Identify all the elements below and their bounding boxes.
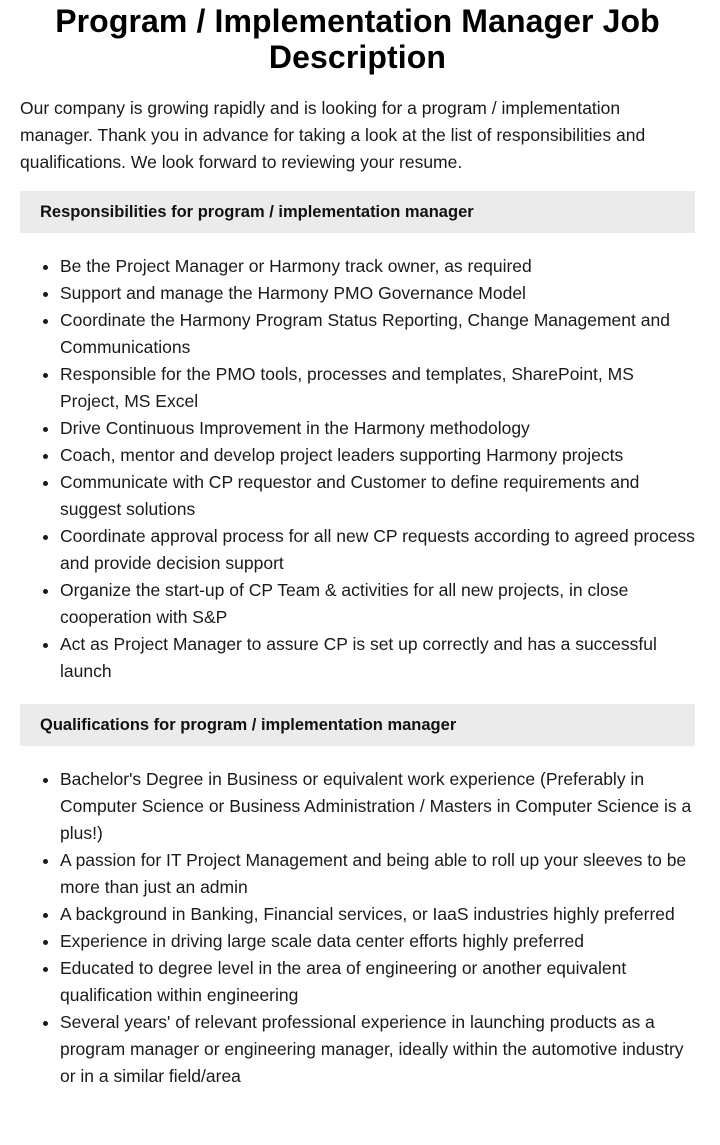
list-item: Several years' of relevant professional experience in launching products as a program manager or engineering manager, ideally within the automotive industry or in a similar field/area (60, 1009, 695, 1090)
responsibilities-heading: Responsibilities for program / implementation manager (20, 191, 695, 233)
list-item: Coach, mentor and develop project leaders supporting Harmony projects (60, 442, 695, 469)
page-title: Program / Implementation Manager Job Description (55, 3, 660, 75)
list-item: Experience in driving large scale data center efforts highly preferred (60, 928, 695, 955)
list-item: Coordinate approval process for all new CP requests according to agreed process and provide decision support (60, 523, 695, 577)
list-item: Drive Continuous Improvement in the Harmony methodology (60, 415, 695, 442)
list-item: A background in Banking, Financial services, or IaaS industries highly preferred (60, 901, 695, 928)
responsibilities-list (20, 253, 695, 685)
list-item: Communicate with CP requestor and Customer to define requirements and suggest solutions (60, 469, 695, 523)
list-item: Act as Project Manager to assure CP is set up correctly and has a successful launch (60, 631, 695, 685)
intro-paragraph: Our company is growing rapidly and is looking for a program / implementation manager. Thank you in advance for taking a look at the list of responsibilities and qualifications. We look forward to reviewing your resume. (20, 98, 646, 172)
list-item: Support and manage the Harmony PMO Governance Model (60, 280, 695, 307)
list-item: Be the Project Manager or Harmony track owner, as required (60, 253, 695, 280)
qualifications-list (20, 766, 695, 1090)
qualifications-heading: Qualifications for program / implementation manager (20, 704, 695, 746)
list-item: Responsible for the PMO tools, processes and templates, SharePoint, MS Project, MS Excel (60, 361, 695, 415)
list-item: Organize the start-up of CP Team & activities for all new projects, in close cooperation with S&P (60, 577, 695, 631)
list-item: Educated to degree level in the area of engineering or another equivalent qualification within engineering (60, 955, 695, 1009)
list-item: Coordinate the Harmony Program Status Reporting, Change Management and Communications (60, 307, 695, 361)
list-item: Bachelor's Degree in Business or equivalent work experience (Preferably in Computer Science or Business Administration / Masters in Computer Science is a plus!) (60, 766, 695, 847)
list-item: A passion for IT Project Management and being able to roll up your sleeves to be more than just an admin (60, 847, 695, 901)
